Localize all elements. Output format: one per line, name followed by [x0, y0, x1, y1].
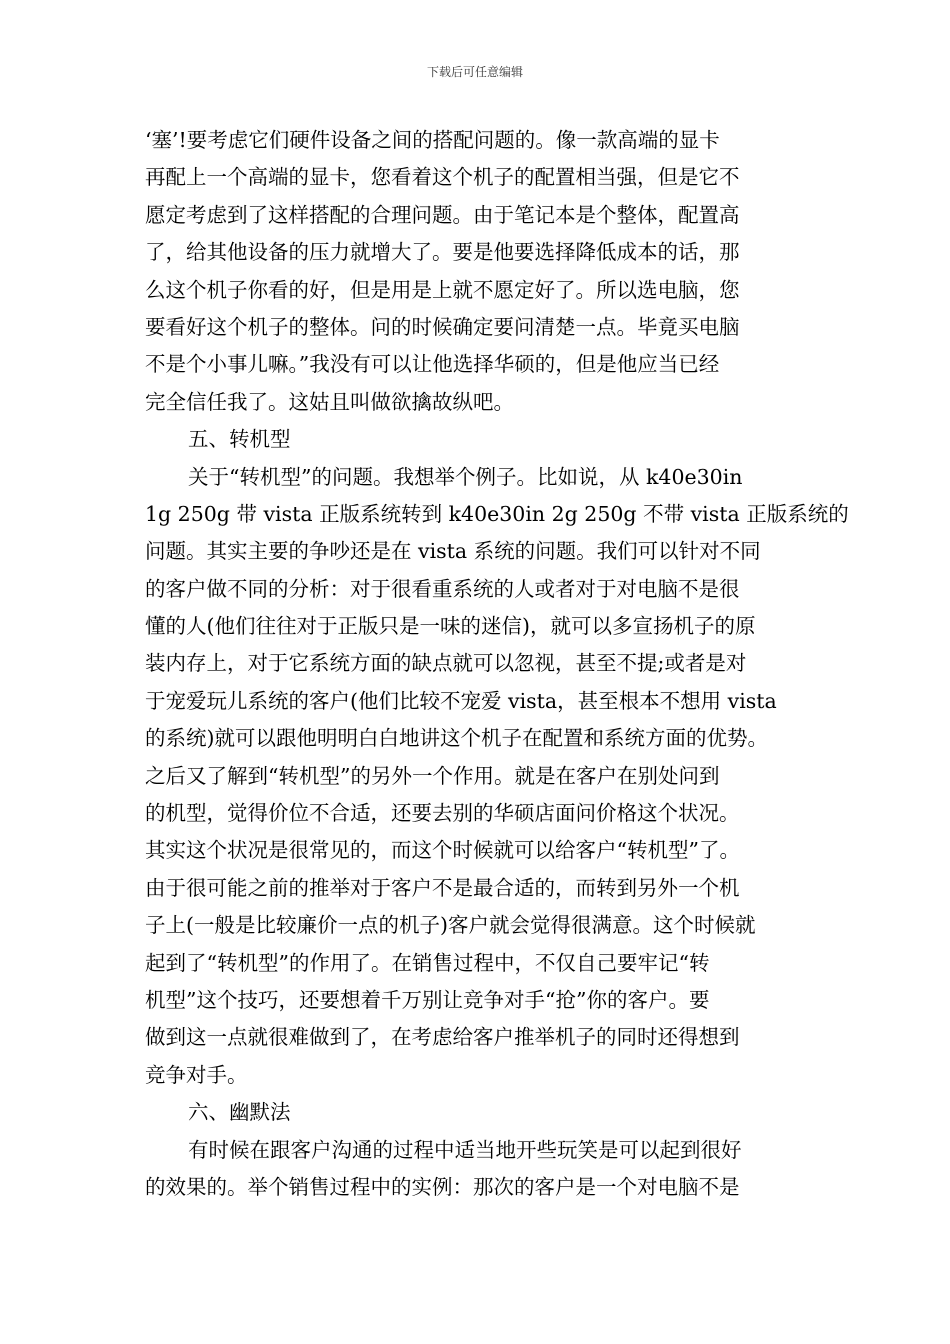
- text-line: 五、转机型: [188, 427, 291, 452]
- text-line: 六、幽默法: [188, 1100, 291, 1125]
- text-line: 机型”这个技巧，还要想着千万别让竞争对手“抢”你的客户。要: [145, 987, 710, 1012]
- text-line: 的效果的。举个销售过程中的实例：那次的客户是一个对电脑不是: [145, 1174, 740, 1199]
- text-line: 由于很可能之前的推举对于客户不是最合适的，而转到另外一个机: [145, 875, 740, 900]
- text-line: 懂的人(他们往往对于正版只是一味的迷信)，就可以多宣扬机子的原: [145, 614, 756, 639]
- text-line: 于宠爱玩儿系统的客户(他们比较不宠爱 vista，甚至根本不想用 vista: [145, 688, 777, 713]
- document-body: [145, 122, 849, 1206]
- text-line: 其实这个状况是很常见的，而这个时候就可以给客户“转机型”了。: [145, 838, 740, 863]
- text-line: 子上(一般是比较廉价一点的机子)客户就会觉得很满意。这个时候就: [145, 913, 756, 938]
- text-line: 做到这一点就很难做到了，在考虑给客户推举机子的同时还得想到: [145, 1025, 740, 1050]
- page-header-note: 下载后可任意编辑: [426, 65, 523, 79]
- text-line: 完全信任我了。这姑且叫做欲擒故纵吧。: [145, 389, 514, 414]
- text-line: 1g 250g 带 vista 正版系统转到 k40e30in 2g 250g 不带 vista 正版系统的: [145, 501, 849, 526]
- text-line: 起到了“转机型”的作用了。在销售过程中，不仅自己要牢记“转: [145, 950, 710, 975]
- text-line: 的客户做不同的分析：对于很看重系统的人或者对于对电脑不是很: [145, 576, 740, 601]
- text-line: 的系统)就可以跟他明明白白地讲这个机子在配置和系统方面的优势。: [145, 726, 768, 751]
- text-line: 么这个机子你看的好，但是用是上就不愿定好了。所以选电脑，您: [145, 277, 740, 302]
- text-line: 愿定考虑到了这样搭配的合理问题。由于笔记本是个整体，配置高: [145, 202, 740, 227]
- text-line: 的机型，觉得价位不合适，还要去别的华硕店面问价格这个状况。: [145, 801, 740, 826]
- text-line: 之后又了解到“转机型”的另外一个作用。就是在客户在别处问到: [145, 763, 720, 788]
- text-line: 不是个小事儿嘛。”我没有可以让他选择华硕的，但是他应当已经: [145, 352, 720, 377]
- text-line: 有时候在跟客户沟通的过程中适当地开些玩笑是可以起到很好: [188, 1137, 742, 1162]
- text-line: 问题。其实主要的争吵还是在 vista 系统的问题。我们可以针对不同: [145, 539, 761, 564]
- text-line: 关于“转机型”的问题。我想举个例子。比如说，从 k40e30in: [188, 464, 743, 489]
- text-line: ‘塞’!要考虑它们硬件设备之间的搭配问题的。像一款高端的显卡: [145, 128, 720, 152]
- text-line: 竞争对手。: [145, 1062, 248, 1087]
- text-line: 要看好这个机子的整体。问的时候确定要问清楚一点。毕竟买电脑: [145, 314, 740, 339]
- text-line: 装内存上，对于它系统方面的缺点就可以忽视，甚至不提;或者是对: [145, 651, 747, 676]
- text-line: 再配上一个高端的显卡，您看着这个机子的配置相当强，但是它不: [145, 165, 740, 190]
- text-line: 了，给其他设备的压力就增大了。要是他要选择降低成本的话，那: [145, 240, 740, 265]
